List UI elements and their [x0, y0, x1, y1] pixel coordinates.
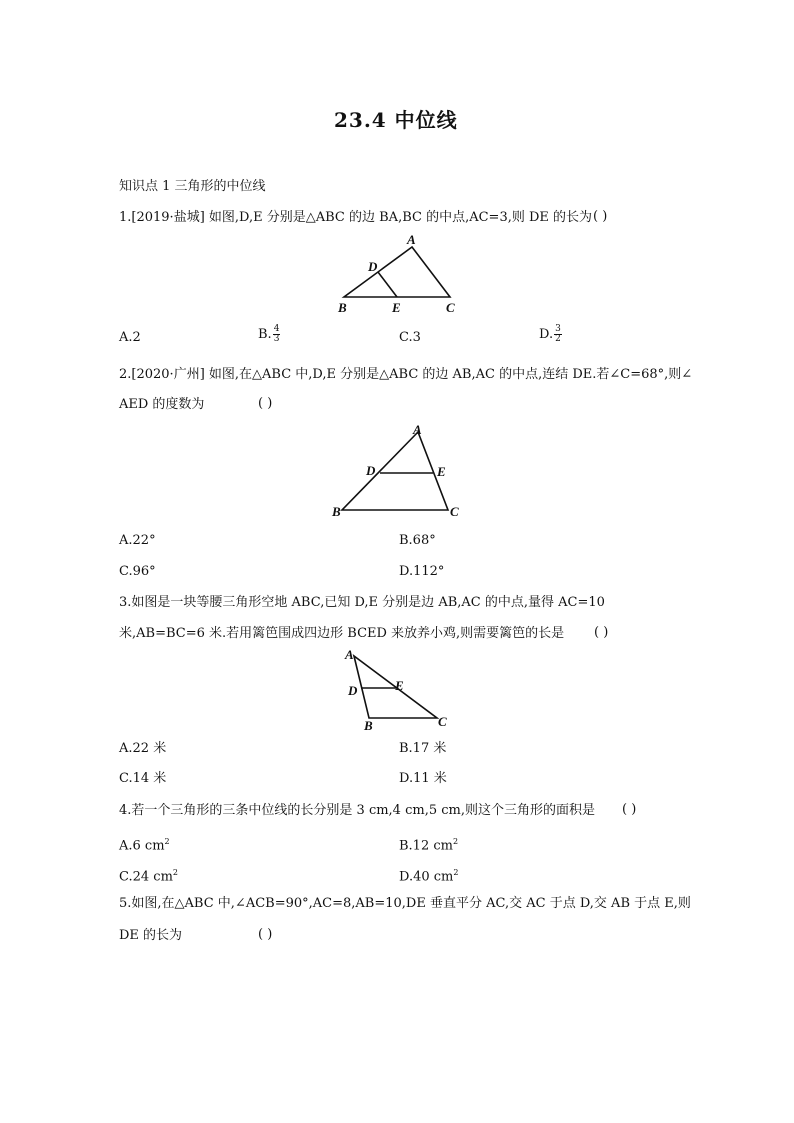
q3-option-c: C.14 米 — [119, 771, 167, 786]
fraction-numerator: 4 — [273, 324, 280, 334]
question-4-text: 4.若一个三角形的三条中位线的长分别是 3 cm,4 cm,5 cm,则这个三角形的面积是 — [119, 803, 595, 818]
label-a: A — [345, 647, 354, 662]
question-3-line-2: 米,AB=BC=6 米.若用篱笆围成四边形 BCED 来放养小鸡,则需要篱笆的长是 — [119, 626, 565, 641]
question-5-line-2: DE 的长为 — [119, 928, 183, 943]
question-3-answer-paren: ( ) — [594, 625, 609, 640]
q2-option-b: B.68° — [399, 533, 436, 548]
label-a: A — [413, 422, 422, 437]
q1-option-d-prefix: D. — [539, 327, 554, 342]
segment-de — [378, 272, 397, 297]
q4-option-a — [119, 833, 170, 854]
q3-option-d: D.11 米 — [399, 771, 447, 786]
q1-option-d — [539, 325, 562, 344]
q4-option-d — [399, 864, 458, 885]
label-d: D — [366, 463, 376, 478]
question-5-line-1: 5.如图,在△ABC 中,∠ACB=90°,AC=8,AB=10,DE 垂直平分 AC,交 AC 于点 D,交 AB 于点 E,则 — [119, 896, 691, 911]
q1-option-c: C.3 — [399, 330, 421, 345]
q1-option-b-prefix: B. — [258, 327, 272, 342]
fraction-denominator: 3 — [273, 334, 280, 344]
label-d: D — [368, 259, 378, 274]
label-e: E — [395, 678, 404, 693]
question-1-text: 1.[2019·盐城] 如图,D,E 分别是△ABC 的边 BA,BC 的中点,AC=3,则 DE 的长为 — [119, 210, 593, 225]
question-2-answer-paren: ( ) — [258, 396, 273, 411]
q3-option-b: B.17 米 — [399, 741, 447, 756]
question-4-answer-paren: ( ) — [622, 802, 637, 817]
q2-option-a: A.22° — [119, 533, 156, 548]
fraction-denominator: 2 — [555, 334, 561, 344]
q4-option-b — [399, 833, 458, 854]
q2-option-c: C.96° — [119, 564, 156, 579]
q4-option-b-text: B.12 cm — [399, 838, 453, 854]
q1-option-a: A.2 — [119, 330, 141, 345]
label-c: C — [446, 300, 455, 315]
label-c: C — [438, 714, 447, 729]
question-5-answer-paren: ( ) — [258, 927, 273, 942]
q4-option-c-text: C.24 cm — [119, 869, 173, 885]
label-e: E — [392, 300, 401, 315]
q4-option-d-text: D.40 cm — [399, 869, 454, 885]
section-heading: 知识点 1 三角形的中位线 — [119, 179, 266, 194]
q4-option-a-text: A.6 cm — [119, 838, 165, 854]
q1-option-b-fraction — [273, 325, 281, 344]
label-b: B — [364, 718, 373, 733]
question-2-line-1: 2.[2020·广州] 如图,在△ABC 中,D,E 分别是△ABC 的边 AB,AC 的中点,连结 DE.若∠C=68°,则∠ — [119, 367, 693, 382]
q3-option-a: A.22 米 — [119, 741, 167, 756]
question-1-answer-paren: ( ) — [593, 209, 608, 224]
question-2-figure — [328, 420, 468, 525]
q1-option-d-fraction — [554, 325, 562, 344]
page-title: 23.4 中位线 — [334, 108, 458, 132]
label-a: A — [407, 232, 416, 247]
superscript: 2 — [172, 868, 178, 877]
fraction-numerator: 3 — [555, 324, 561, 334]
triangle-abc — [344, 247, 450, 297]
triangle-abc — [342, 432, 448, 510]
superscript: 2 — [164, 837, 170, 846]
q4-option-c — [119, 864, 178, 885]
question-3-figure — [340, 645, 460, 735]
question-2-line-2: AED 的度数为 — [119, 397, 205, 412]
question-3-line-1: 3.如图是一块等腰三角形空地 ABC,已知 D,E 分别是边 AB,AC 的中点,量得 AC=10 — [119, 595, 605, 610]
label-b: B — [338, 300, 347, 315]
label-b: B — [332, 504, 341, 519]
superscript: 2 — [453, 868, 459, 877]
label-c: C — [450, 504, 459, 519]
label-e: E — [437, 464, 446, 479]
q2-option-d: D.112° — [399, 564, 445, 579]
q1-option-b — [258, 325, 280, 344]
superscript: 2 — [452, 837, 459, 846]
question-1-figure — [330, 230, 470, 320]
label-d: D — [348, 683, 358, 698]
